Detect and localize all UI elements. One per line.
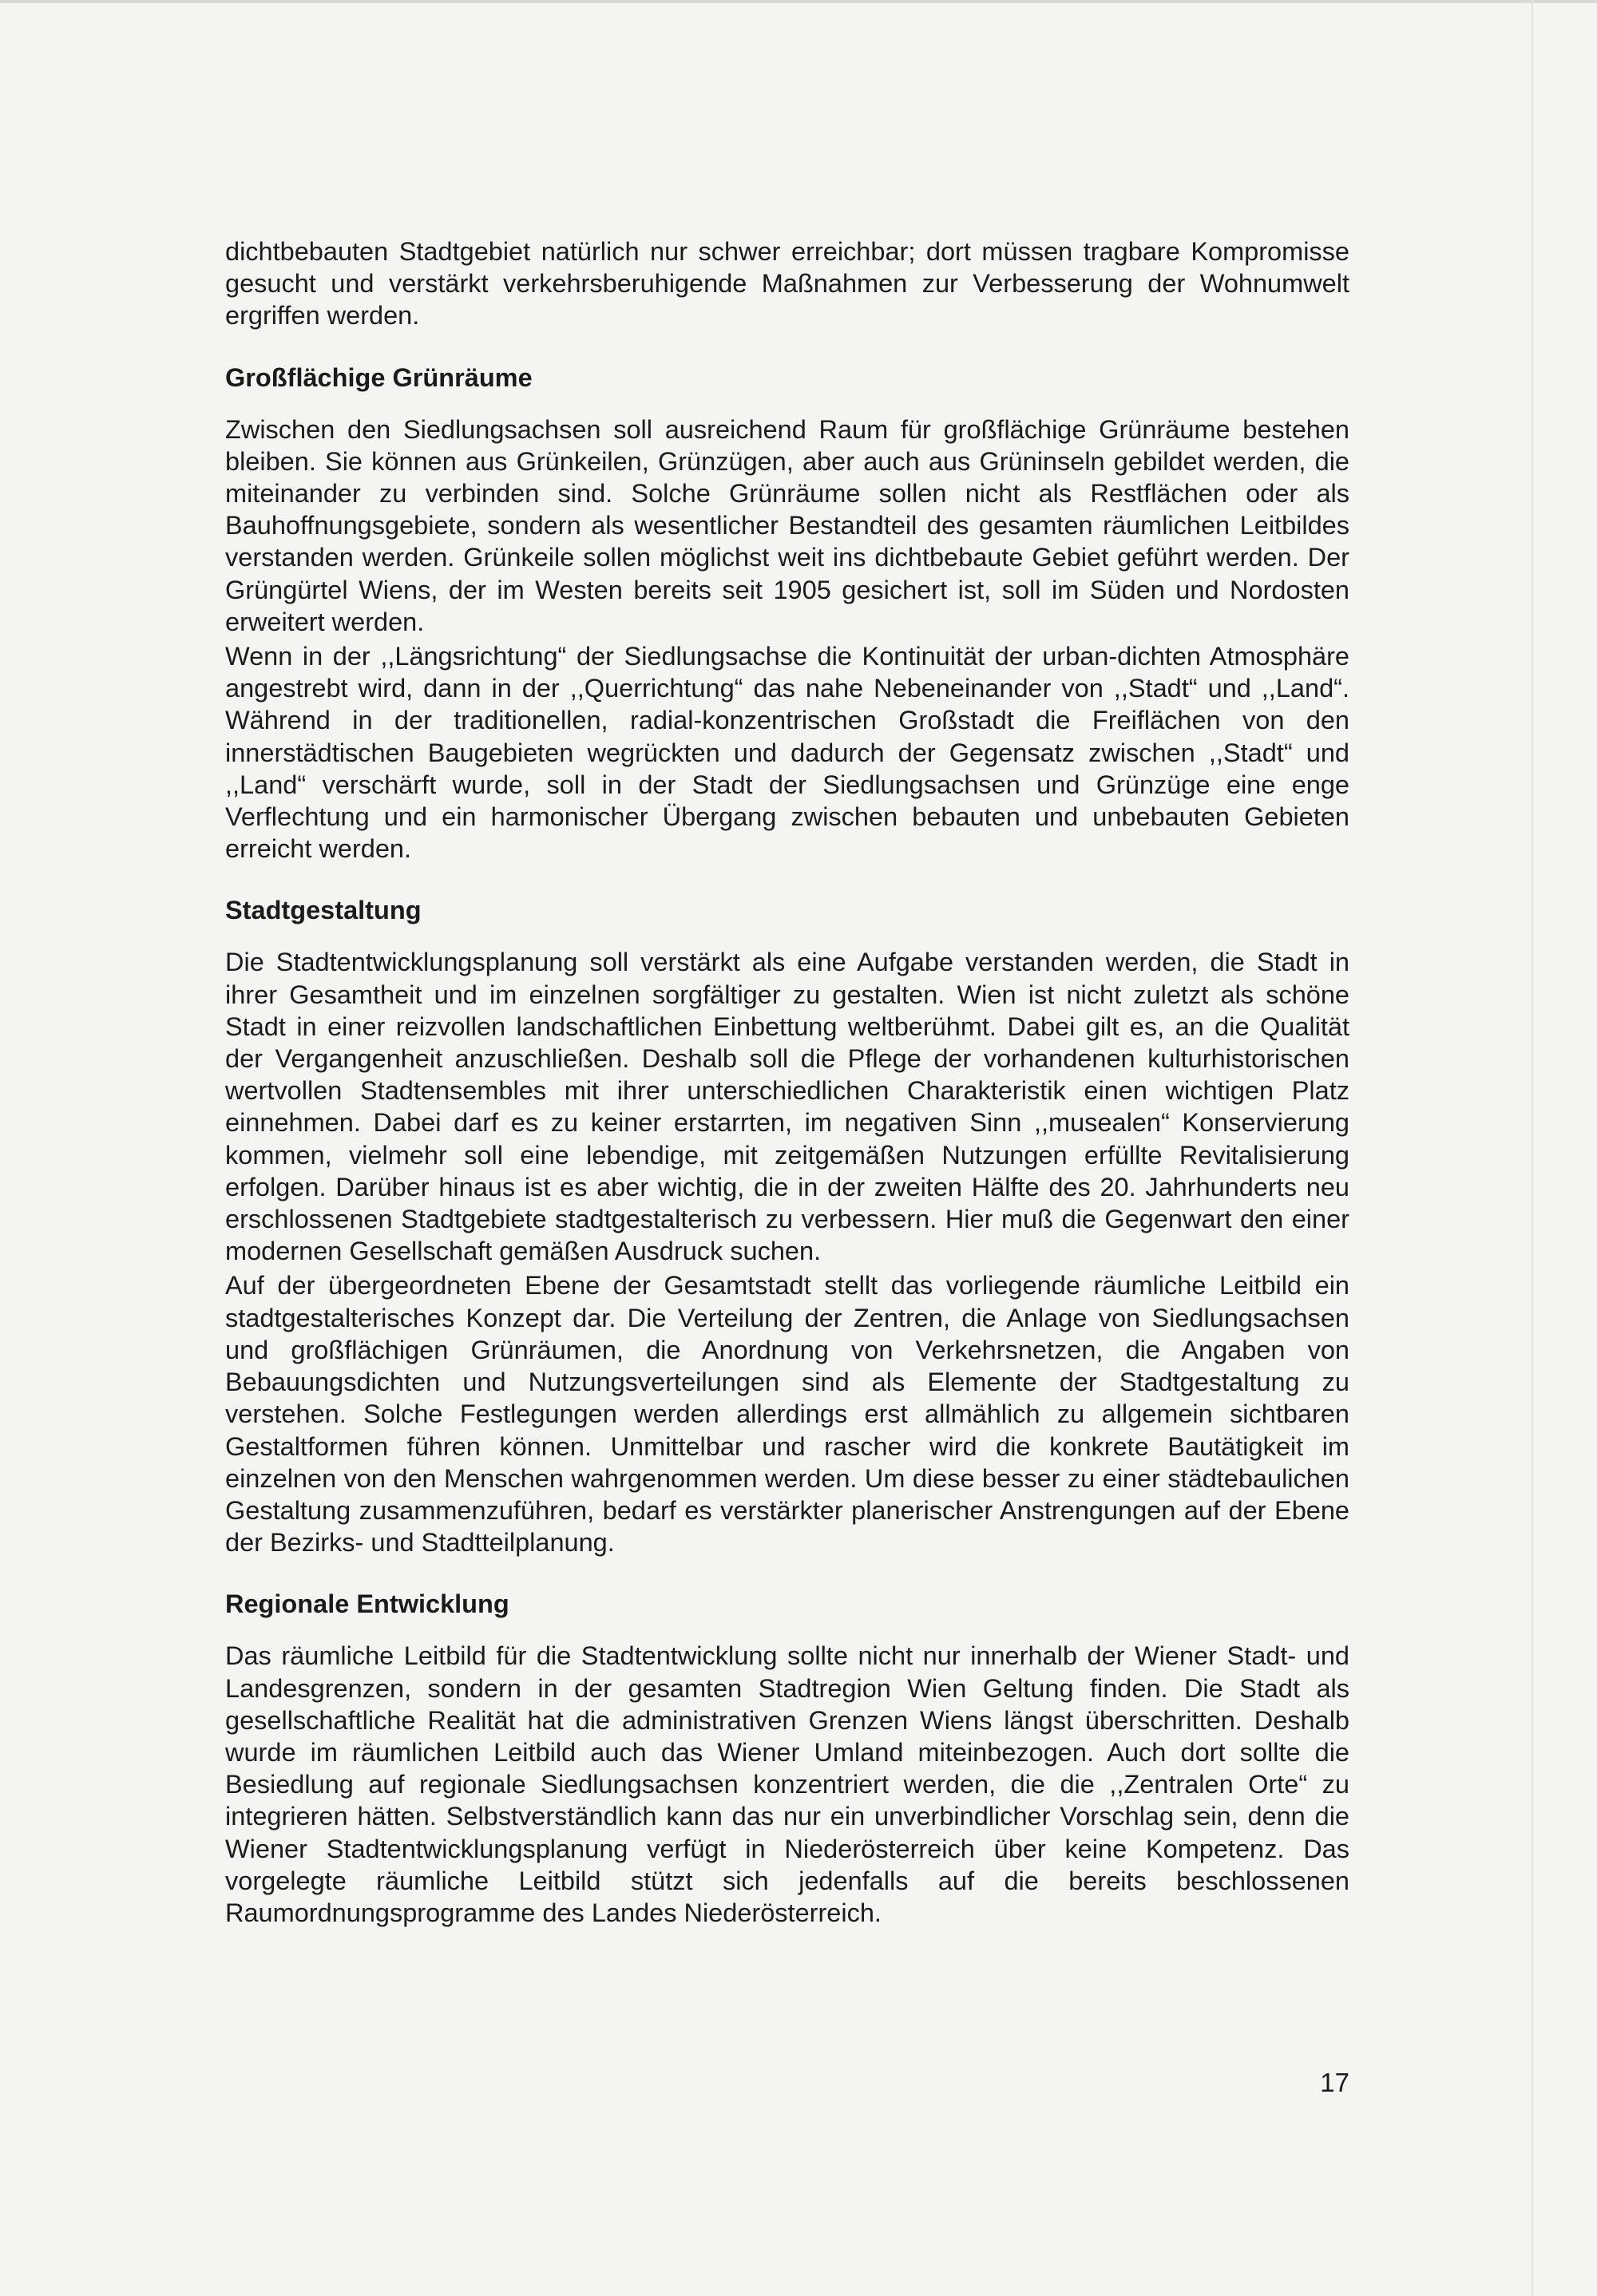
section-heading-gruenraeume: Großflächige Grünräume bbox=[225, 362, 533, 392]
paragraph-regionale-entwicklung-1: Das räumliche Leitbild für die Stadtentwicklung sollte nicht nur innerhalb der Wiener Stadt- und Landesgrenzen, sondern in der gesamten Stadtregion Wien Geltung finden. Die Stadt als gesellschaftliche Realität hat die administrativen Grenzen Wiens längst überschritten. Deshalb wurde im räumlichen Leitbild auch das Wiener Umland miteinbezogen. Auch dort sollte die Besiedlung auf regionale Siedlungsachsen konzentriert werden, die die ,,Zentralen Orte“ zu integrieren hätten. Selbstverständlich kann das nur ein unverbindlicher Vorschlag sein, denn die Wiener Stadtentwicklungsplanung verfügt in Niederösterreich über keine Kompetenz. Das vorgelegte räumliche Leitbild stützt sich jedenfalls auf die bereits beschlossenen Raumordnungsprogramme des Landes Niederösterreich. bbox=[225, 1641, 1349, 1927]
page-right-edge bbox=[1532, 0, 1533, 2296]
intro-paragraph: dichtbebauten Stadtgebiet natürlich nur schwer erreichbar; dort müssen tragbare Kompromisse gesucht und verstärkt verkehrsberuhigende Maßnahmen zur Verbesserung der Wohnumwelt ergriffen werden. bbox=[225, 237, 1349, 331]
paragraph-stadtgestaltung-2: Auf der übergeordneten Ebene der Gesamtstadt stellt das vorliegende räumliche Leitbild ein stadtgestalterisches Konzept dar. Die Verteilung der Zentren, die Anlage von Siedlungsachsen und großflächigen Grünräumen, die Anordnung von Verkehrsnetzen, die Angaben von Bebauungsdichten und Nutzungsverteilungen sind als Elemente der Stadtgestaltung zu verstehen. Solche Festlegungen werden allerdings erst allmählich zu allgemein sichtbaren Gestaltformen führen können. Unmittelbar und rascher wird die konkrete Bautätigkeit im einzelnen von den Menschen wahrgenommen werden. Um diese besser zu einer städtebaulichen Gestaltung zusammenzuführen, bedarf es verstärkter planerischer Anstrengungen auf der Ebene der Bezirks- und Stadtteilplanung. bbox=[225, 1271, 1349, 1558]
page-number: 17 bbox=[1320, 2068, 1349, 2097]
section-heading-regionale-entwicklung: Regionale Entwicklung bbox=[225, 1589, 509, 1619]
document-body bbox=[225, 236, 1349, 1929]
paragraph-stadtgestaltung-1: Die Stadtentwicklungsplanung soll verstärkt als eine Aufgabe verstanden werden, die Stadt in ihrer Gesamtheit und im einzelnen sorgfältiger zu gestalten. Wien ist nicht zuletzt als schöne Stadt in einer reizvollen landschaftlichen Einbettung weltberühmt. Dabei gilt es, an die Qualität der Vergangenheit anzuschließen. Deshalb soll die Pflege der vorhandenen kulturhistorischen wertvollen Stadtensembles mit ihrer unterschiedlichen Charakteristik einen wichtigen Platz einnehmen. Dabei darf es zu keiner erstarrten, im negativen Sinn ,,musealen“ Konservierung kommen, vielmehr soll eine lebendige, mit zeitgemäßen Nutzungen erfüllte Revitalisierung erfolgen. Darüber hinaus ist es aber wichtig, die in der zweiten Hälfte des 20. Jahrhunderts neu erschlossenen Stadtgebiete stadtgestalterisch zu verbessern. Hier muß die Gegenwart den einer modernen Gesellschaft gemäßen Ausdruck suchen. bbox=[225, 948, 1349, 1266]
section-heading-stadtgestaltung: Stadtgestaltung bbox=[225, 896, 422, 925]
paragraph-gruenraeume-2: Wenn in der ,,Längsrichtung“ der Siedlungsachse die Kontinuität der urban-dichten Atmosphäre angestrebt wird, dann in der ,,Querrichtung“ das nahe Nebeneinander von ,,Stadt“ und ,,Land“. Während in der traditionellen, radial-konzentrischen Großstadt die Freiflächen von den innerstädtischen Baugebieten wegrückten und dadurch der Gegensatz zwischen ,,Stadt“ und ,,Land“ verschärft wurde, soll in der Stadt der Siedlungsachsen und Grünzüge eine enge Verflechtung und ein harmonischer Übergang zwischen bebauten und unbebauten Gebieten erreicht werden. bbox=[225, 642, 1349, 864]
paragraph-gruenraeume-1: Zwischen den Siedlungsachsen soll ausreichend Raum für großflächige Grünräume bestehen bleiben. Sie können aus Grünkeilen, Grünzügen, aber auch aus Grüninseln gebildet werden, die miteinander zu verbinden sind. Solche Grünräume sollen nicht als Restflächen oder als Bauhoffnungsgebiete, sondern als wesentlicher Bestandteil des gesamten räumlichen Leitbildes verstanden werden. Grünkeile sollen möglichst weit ins dichtbebaute Gebiet geführt werden. Der Grüngürtel Wiens, der im Westen bereits seit 1905 gesichert ist, soll im Süden und Nordosten erweitert werden. bbox=[225, 414, 1349, 636]
page-top-edge bbox=[0, 0, 1597, 3]
